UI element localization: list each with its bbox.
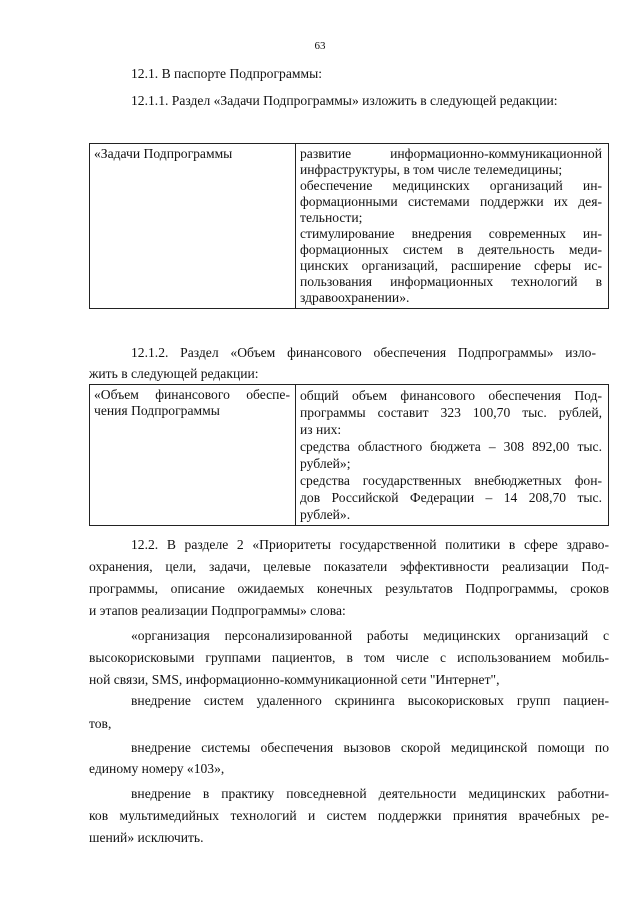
tasks-content-cell bbox=[296, 144, 609, 309]
tasks-table bbox=[89, 143, 609, 309]
funding-label-cell bbox=[90, 385, 296, 526]
table-row bbox=[90, 385, 609, 526]
funding-line: рублей»; bbox=[300, 456, 351, 471]
funding-line: из них: bbox=[300, 422, 342, 437]
tasks-line: формационных систем в деятельность меди- bbox=[300, 242, 602, 257]
funding-content-cell bbox=[296, 385, 609, 526]
tasks-line: цинских организаций, расширение сферы ис- bbox=[300, 258, 602, 273]
quote-4-line: внедрение в практику повседневной деятельности медицинских работни- bbox=[131, 786, 609, 801]
tasks-line: пользования информационных технологий в bbox=[300, 274, 602, 289]
heading-12-1-2-cont: жить в следующей редакции: bbox=[89, 366, 259, 381]
tasks-line: развитие информационно-коммуникационной bbox=[300, 146, 602, 161]
tasks-line: тельности; bbox=[300, 210, 363, 225]
tasks-line: здравоохранении». bbox=[300, 290, 410, 305]
heading-12-1-1: 12.1.1. Раздел «Задачи Подпрограммы» изложить в следующей редакции: bbox=[131, 93, 558, 108]
funding-line: средства государственных внебюджетных фон- bbox=[300, 473, 602, 488]
funding-line: дов Российской Федерации – 14 208,70 тыс. bbox=[300, 490, 602, 505]
tasks-line: инфраструктуры, в том числе телемедицины; bbox=[300, 162, 563, 177]
tasks-label: «Задачи Подпрограммы bbox=[94, 146, 233, 161]
quote-4-line: шений» исключить. bbox=[89, 830, 204, 845]
page-number: 63 bbox=[314, 40, 326, 52]
para-12-2-line: и этапов реализации Подпрограммы» слова: bbox=[89, 603, 346, 618]
quote-1-line: ной связи, SMS, информационно-коммуникационной сети "Интернет", bbox=[89, 672, 500, 687]
funding-line: средства областного бюджета – 308 892,00 тыс. bbox=[300, 439, 602, 454]
quote-2-line: внедрение систем удаленного скрининга высокорисковых групп пациен- bbox=[131, 693, 609, 708]
funding-table bbox=[89, 384, 609, 526]
tasks-line: обеспечение медицинских организаций ин- bbox=[300, 178, 602, 193]
quote-3-line: внедрение системы обеспечения вызовов скорой медицинской помощи по bbox=[131, 740, 609, 755]
quote-3-line: единому номеру «103», bbox=[89, 761, 225, 776]
funding-label-line: «Объем финансового обеспе- bbox=[94, 387, 290, 402]
funding-label-line: чения Подпрограммы bbox=[94, 403, 220, 418]
heading-12-1: 12.1. В паспорте Подпрограммы: bbox=[131, 66, 322, 81]
tasks-label-cell bbox=[90, 144, 296, 309]
funding-line: программы составит 323 100,70 тыс. рублей, bbox=[300, 405, 602, 420]
para-12-2-line: 12.2. В разделе 2 «Приоритеты государственной политики в сфере здраво- bbox=[131, 537, 609, 552]
tasks-line: стимулирование внедрения современных ин- bbox=[300, 226, 602, 241]
quote-1-line: высокорисковыми группами пациентов, в том числе с использованием мобиль- bbox=[89, 650, 609, 665]
funding-line: общий объем финансового обеспечения Под- bbox=[300, 388, 602, 403]
quote-1-line: «организация персонализированной работы медицинских организаций с bbox=[131, 628, 609, 643]
para-12-2-line: охранения, цели, задачи, целевые показатели эффективности реализации Под- bbox=[89, 559, 609, 574]
tasks-line: формационными системами поддержки их дея- bbox=[300, 194, 602, 209]
funding-line: рублей». bbox=[300, 507, 351, 522]
table-row bbox=[90, 144, 609, 309]
quote-4-line: ков мультимедийных технологий и систем поддержки принятия врачебных ре- bbox=[89, 808, 609, 823]
para-12-2-line: программы, описание ожидаемых конечных результатов Подпрограммы, сроков bbox=[89, 581, 609, 596]
heading-12-1-2: 12.1.2. Раздел «Объем финансового обеспечения Подпрограммы» изло- bbox=[131, 345, 596, 360]
quote-2-line: тов, bbox=[89, 716, 112, 731]
